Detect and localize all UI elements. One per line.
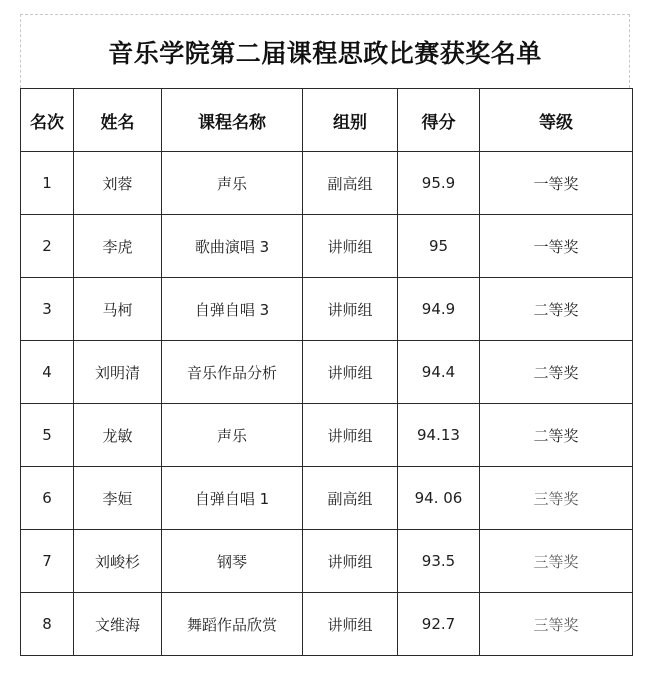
header-score: 得分 bbox=[398, 89, 480, 152]
cell-course: 自弹自唱 3 bbox=[162, 278, 303, 341]
table-row bbox=[21, 341, 633, 404]
cell-group: 副高组 bbox=[303, 467, 398, 530]
cell-rank: 3 bbox=[21, 278, 74, 341]
award-table bbox=[20, 88, 633, 656]
header-rank: 名次 bbox=[21, 89, 74, 152]
cell-name: 马柯 bbox=[74, 278, 162, 341]
cell-name: 刘明清 bbox=[74, 341, 162, 404]
cell-rank: 5 bbox=[21, 404, 74, 467]
cell-course: 音乐作品分析 bbox=[162, 341, 303, 404]
table-row bbox=[21, 278, 633, 341]
cell-level: 二等奖 bbox=[480, 341, 633, 404]
cell-score: 95.9 bbox=[398, 152, 480, 215]
cell-group: 讲师组 bbox=[303, 404, 398, 467]
cell-name: 李姮 bbox=[74, 467, 162, 530]
cell-rank: 7 bbox=[21, 530, 74, 593]
cell-level: 三等奖 bbox=[480, 593, 633, 656]
table-row bbox=[21, 215, 633, 278]
cell-score: 95 bbox=[398, 215, 480, 278]
cell-group: 副高组 bbox=[303, 152, 398, 215]
cell-course: 自弹自唱 1 bbox=[162, 467, 303, 530]
cell-group: 讲师组 bbox=[303, 215, 398, 278]
cell-name: 刘蓉 bbox=[74, 152, 162, 215]
cell-level: 一等奖 bbox=[480, 215, 633, 278]
cell-score: 92.7 bbox=[398, 593, 480, 656]
table-row bbox=[21, 467, 633, 530]
cell-rank: 4 bbox=[21, 341, 74, 404]
cell-course: 钢琴 bbox=[162, 530, 303, 593]
cell-group: 讲师组 bbox=[303, 593, 398, 656]
cell-score: 94.9 bbox=[398, 278, 480, 341]
cell-score: 93.5 bbox=[398, 530, 480, 593]
header-group: 组别 bbox=[303, 89, 398, 152]
cell-score: 94.13 bbox=[398, 404, 480, 467]
cell-rank: 1 bbox=[21, 152, 74, 215]
cell-score: 94.4 bbox=[398, 341, 480, 404]
cell-course: 舞蹈作品欣赏 bbox=[162, 593, 303, 656]
header-name: 姓名 bbox=[74, 89, 162, 152]
cell-name: 文维海 bbox=[74, 593, 162, 656]
cell-score: 94. 06 bbox=[398, 467, 480, 530]
cell-level: 二等奖 bbox=[480, 278, 633, 341]
cell-rank: 8 bbox=[21, 593, 74, 656]
page-title: 音乐学院第二届课程思政比赛获奖名单 bbox=[108, 39, 542, 68]
table-row bbox=[21, 152, 633, 215]
cell-course: 歌曲演唱 3 bbox=[162, 215, 303, 278]
header-course: 课程名称 bbox=[162, 89, 303, 152]
cell-rank: 6 bbox=[21, 467, 74, 530]
table-row bbox=[21, 530, 633, 593]
table-header-row bbox=[21, 89, 633, 152]
cell-group: 讲师组 bbox=[303, 278, 398, 341]
cell-level: 三等奖 bbox=[480, 467, 633, 530]
cell-group: 讲师组 bbox=[303, 530, 398, 593]
table-row bbox=[21, 593, 633, 656]
cell-name: 刘峻杉 bbox=[74, 530, 162, 593]
cell-group: 讲师组 bbox=[303, 341, 398, 404]
cell-rank: 2 bbox=[21, 215, 74, 278]
table-row bbox=[21, 404, 633, 467]
cell-level: 一等奖 bbox=[480, 152, 633, 215]
cell-course: 声乐 bbox=[162, 152, 303, 215]
cell-course: 声乐 bbox=[162, 404, 303, 467]
cell-name: 龙敏 bbox=[74, 404, 162, 467]
cell-name: 李虎 bbox=[74, 215, 162, 278]
cell-level: 三等奖 bbox=[480, 530, 633, 593]
header-level: 等级 bbox=[480, 89, 633, 152]
cell-level: 二等奖 bbox=[480, 404, 633, 467]
